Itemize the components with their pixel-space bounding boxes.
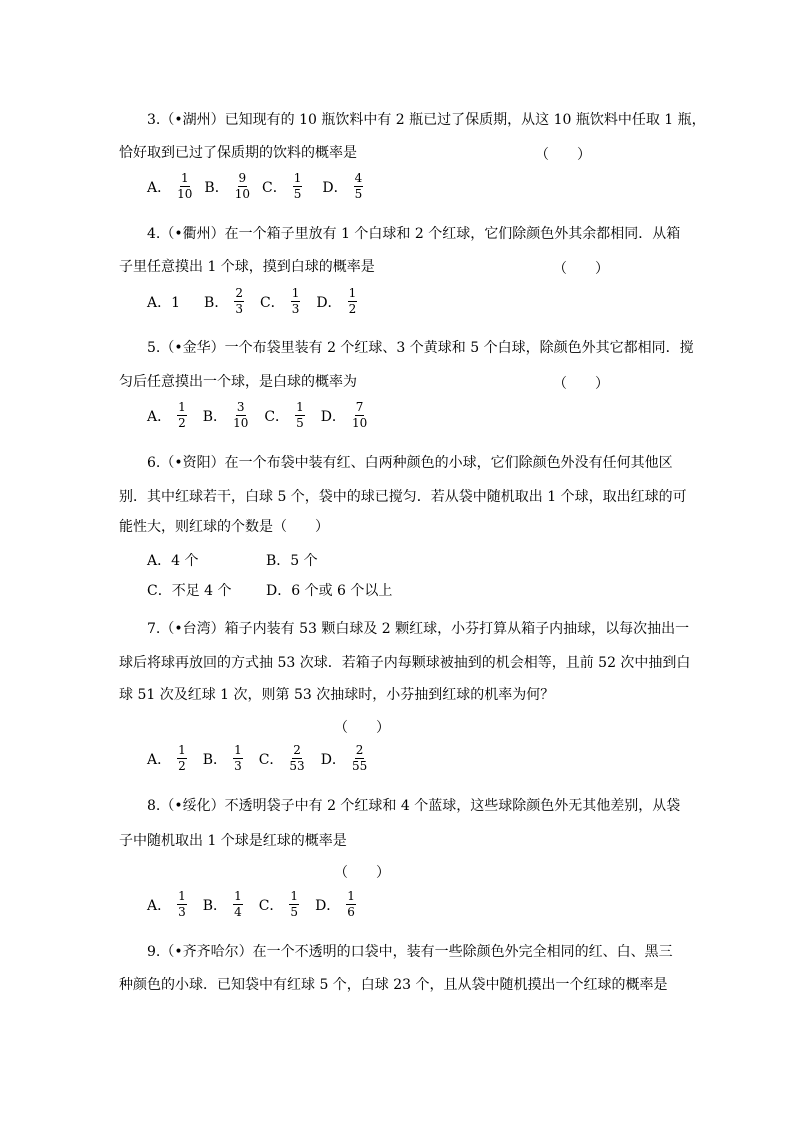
q6-option-d: D．6 个或 6 个以上	[266, 583, 393, 599]
q5-option-b: B． $\frac{3}{10}$	[202, 400, 249, 430]
q3-option-d: D． $\frac{4}{5}$	[322, 171, 363, 201]
q5-options	[147, 401, 379, 430]
q8-option-a: A． $\frac{1}{3}$	[147, 889, 186, 919]
q7-answer-paren: （ ）	[334, 720, 390, 736]
q4-option-b: B． $\frac{2}{3}$	[204, 286, 243, 316]
q7-option-a: A． $\frac{1}{2}$	[147, 743, 186, 773]
q3-line1: 3.（•湖州）已知现有的 10 瓶饮料中有 2 瓶已过了保质期，从这 10 瓶饮料中任取 1 瓶，	[147, 112, 706, 128]
q4-answer-paren: （ ）	[553, 261, 609, 277]
q8-answer-paren: （ ）	[334, 865, 390, 881]
q9-line1: 9.（•齐齐哈尔）在一个不透明的口袋中，装有一些除颜色外完全相同的红、白、黑三	[147, 944, 673, 960]
q4-options	[147, 287, 369, 316]
q7-option-b: B． $\frac{1}{3}$	[202, 743, 242, 773]
q6-option-c: C．不足 4 个	[147, 583, 232, 599]
q7-option-c: C． $\frac{2}{53}$	[258, 743, 305, 773]
q6-line1: 6.（•资阳）在一个布袋中装有红、白两种颜色的小球，它们除颜色外没有任何其他区	[147, 455, 673, 471]
q8-line1: 8.（•绥化）不透明袋子中有 2 个红球和 4 个蓝球，这些球除颜色外无其他差别，从袋	[147, 798, 681, 814]
q5-option-d: D． $\frac{7}{10}$	[320, 400, 368, 430]
q5-option-a: A． $\frac{1}{2}$	[147, 400, 186, 430]
q7-line1: 7.（•台湾）箱子内装有 53 颗白球及 2 颗红球，小芬打算从箱子内抽球，以每次抽出一	[147, 621, 690, 637]
q4-option-c: C． $\frac{1}{3}$	[259, 286, 300, 316]
q3-option-b: B． $\frac{9}{10}$	[204, 171, 250, 201]
q5-line2: 匀后任意摸出一个球，是白球的概率为	[119, 374, 357, 390]
q8-option-b: B． $\frac{1}{4}$	[202, 889, 242, 919]
q4-line2: 子里任意摸出 1 个球，摸到白球的概率是	[119, 259, 375, 275]
q8-option-d: D． $\frac{1}{6}$	[315, 889, 355, 919]
q7-option-d: D． $\frac{2}{55}$	[320, 743, 368, 773]
q7-line3: 球 51 次及红球 1 次，则第 53 次抽球时，小芬抽到红球的机率为何？	[119, 687, 555, 703]
q4-option-d: D． $\frac{1}{2}$	[316, 286, 357, 316]
q5-answer-paren: （ ）	[553, 376, 609, 392]
q7-options	[147, 744, 379, 773]
q6-line3: 能性大，则红球的个数是（ ）	[119, 519, 329, 535]
q6-line2: 别．其中红球若干，白球 5 个，袋中的球已搅匀．若从袋中随机取出 1 个球，取出红球的可	[119, 489, 687, 505]
q8-options	[147, 890, 368, 919]
q6-option-b: B．5 个	[266, 553, 318, 569]
q8-option-c: C． $\frac{1}{5}$	[258, 889, 299, 919]
q6-option-a: A．4 个	[147, 553, 199, 569]
q3-options	[147, 172, 375, 201]
q3-option-c: C． $\frac{1}{5}$	[261, 171, 302, 201]
q9-line2: 种颜色的小球．已知袋中有红球 5 个，白球 23 个，且从袋中随机摸出一个红球的概率是	[119, 977, 668, 993]
q3-line2: 恰好取到已过了保质期的饮料的概率是	[119, 145, 357, 161]
q7-line2: 球后将球再放回的方式抽 53 次球．若箱子内每颗球被抽到的机会相等，且前 52 次中抽到白	[119, 655, 691, 671]
q4-option-a: A．1	[147, 294, 181, 311]
q5-line1: 5.（•金华）一个布袋里装有 2 个红球、3 个黄球和 5 个白球，除颜色外其它都相同．搅	[147, 340, 694, 356]
q4-line1: 4.（•衢州）在一个箱子里放有 1 个白球和 2 个红球，它们除颜色外其余都相同．从箱	[147, 226, 681, 242]
q3-answer-paren: （ ）	[535, 147, 591, 163]
q5-option-c: C． $\frac{1}{5}$	[264, 400, 304, 430]
q3-option-a: A． $\frac{1}{10}$	[147, 171, 193, 201]
q8-line2: 子中随机取出 1 个球是红球的概率是	[119, 833, 347, 849]
